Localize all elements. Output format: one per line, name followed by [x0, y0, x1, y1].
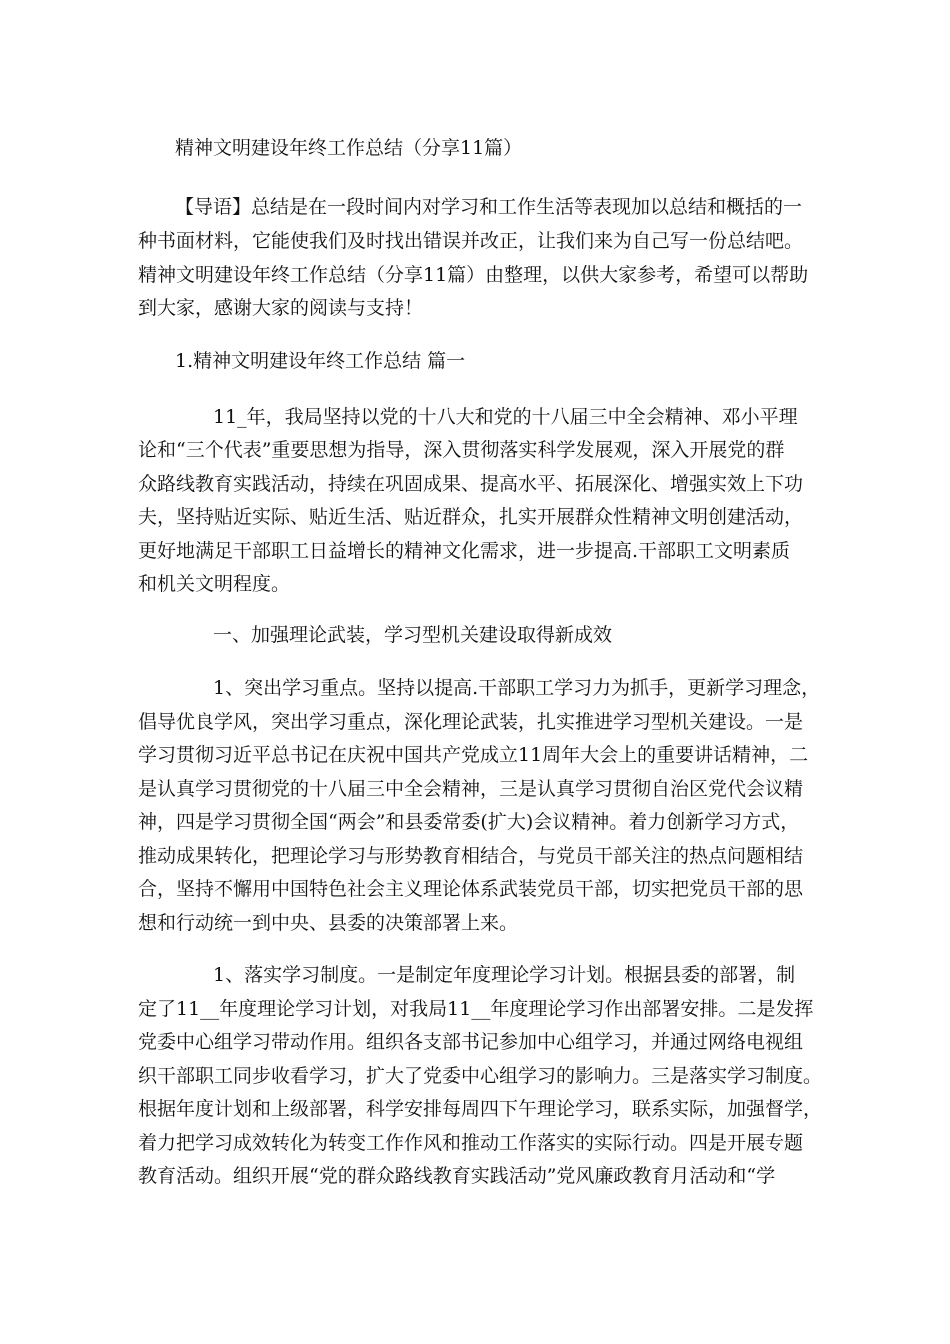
section-heading: 一、加强理论武装，学习型机关建设取得新成效	[213, 624, 613, 646]
paragraph-line: 倡导优良学风，突出学习重点，深化理论武装，扎实推进学习型机关建设。一是	[138, 711, 804, 733]
paragraph-line: 众路线教育实践活动，持续在巩固成果、提高水平、拓展深化、增强实效上下功	[138, 473, 804, 495]
paragraph-line: 1、突出学习重点。坚持以提高.干部职工学习力为抓手，更新学习理念，	[213, 677, 821, 699]
paragraph-line: 是认真学习贯彻党的十八届三中全会精神，三是认真学习贯彻自治区党代会议精	[138, 778, 804, 800]
intro-line: 种书面材料，它能使我们及时找出错误并改正，让我们来为自己写一份总结吧。	[138, 230, 804, 252]
paragraph-line: 和机关文明程度。	[138, 573, 291, 595]
paragraph-line: 根据年度计划和上级部署，科学安排每周四下午理论学习，联系实际，加强督学，	[138, 1098, 823, 1120]
paragraph-line: 织干部职工同步收看学习，扩大了党委中心组学习的影响力。三是落实学习制度。	[138, 1065, 823, 1087]
paragraph-line: 党委中心组学习带动作用。组织各支部书记参加中心组学习，并通过网络电视组	[138, 1031, 804, 1053]
paragraph-line: 想和行动统一到中央、县委的决策部署上来。	[138, 912, 519, 934]
paragraph-line: 着力把学习成效转化为转变工作作风和推动工作落实的实际行动。四是开展专题	[138, 1132, 804, 1154]
article-heading: 1.精神文明建设年终工作总结 篇一	[175, 350, 466, 372]
paragraph-line: 神，四是学习贯彻全国“两会”和县委常委(扩大)会议精神。着力创新学习方式，	[138, 811, 800, 833]
intro-line: 【导语】总结是在一段时间内对学习和工作生活等表现加以总结和概括的一	[175, 196, 803, 218]
paragraph-line: 教育活动。组织开展“党的群众路线教育实践活动”党风廉政教育月活动和“学	[138, 1165, 776, 1187]
paragraph-line: 11_年，我局坚持以党的十八大和党的十八届三中全会精神、邓小平理	[213, 406, 798, 428]
paragraph-line: 学习贯彻习近平总书记在庆祝中国共产党成立11周年大会上的重要讲话精神，二	[138, 744, 809, 766]
paragraph-line: 夫，坚持贴近实际、贴近生活、贴近群众，扎实开展群众性精神文明创建活动，	[138, 506, 804, 528]
document-title: 精神文明建设年终工作总结（分享11篇）	[175, 137, 523, 159]
paragraph-line: 更好地满足干部职工日益增长的精神文化需求，进一步提高.干部职工文明素质	[138, 540, 791, 562]
paragraph-line: 1、落实学习制度。一是制定年度理论学习计划。根据县委的部署，制	[213, 964, 796, 986]
paragraph-line: 合，坚持不懈用中国特色社会主义理论体系武装党员干部，切实把党员干部的思	[138, 878, 804, 900]
intro-line: 精神文明建设年终工作总结（分享11篇）由整理，以供大家参考，希望可以帮助	[138, 264, 809, 286]
paragraph-line: 论和“三个代表”重要思想为指导，深入贯彻落实科学发展观，深入开展党的群	[138, 439, 785, 461]
paragraph-line: 定了11__年度理论学习计划，对我局11__年度理论学习作出部署安排。二是发挥	[138, 998, 814, 1020]
intro-line: 到大家，感谢大家的阅读与支持！	[138, 297, 424, 319]
paragraph-line: 推动成果转化，把理论学习与形势教育相结合，与党员干部关注的热点问题相结	[138, 845, 804, 867]
